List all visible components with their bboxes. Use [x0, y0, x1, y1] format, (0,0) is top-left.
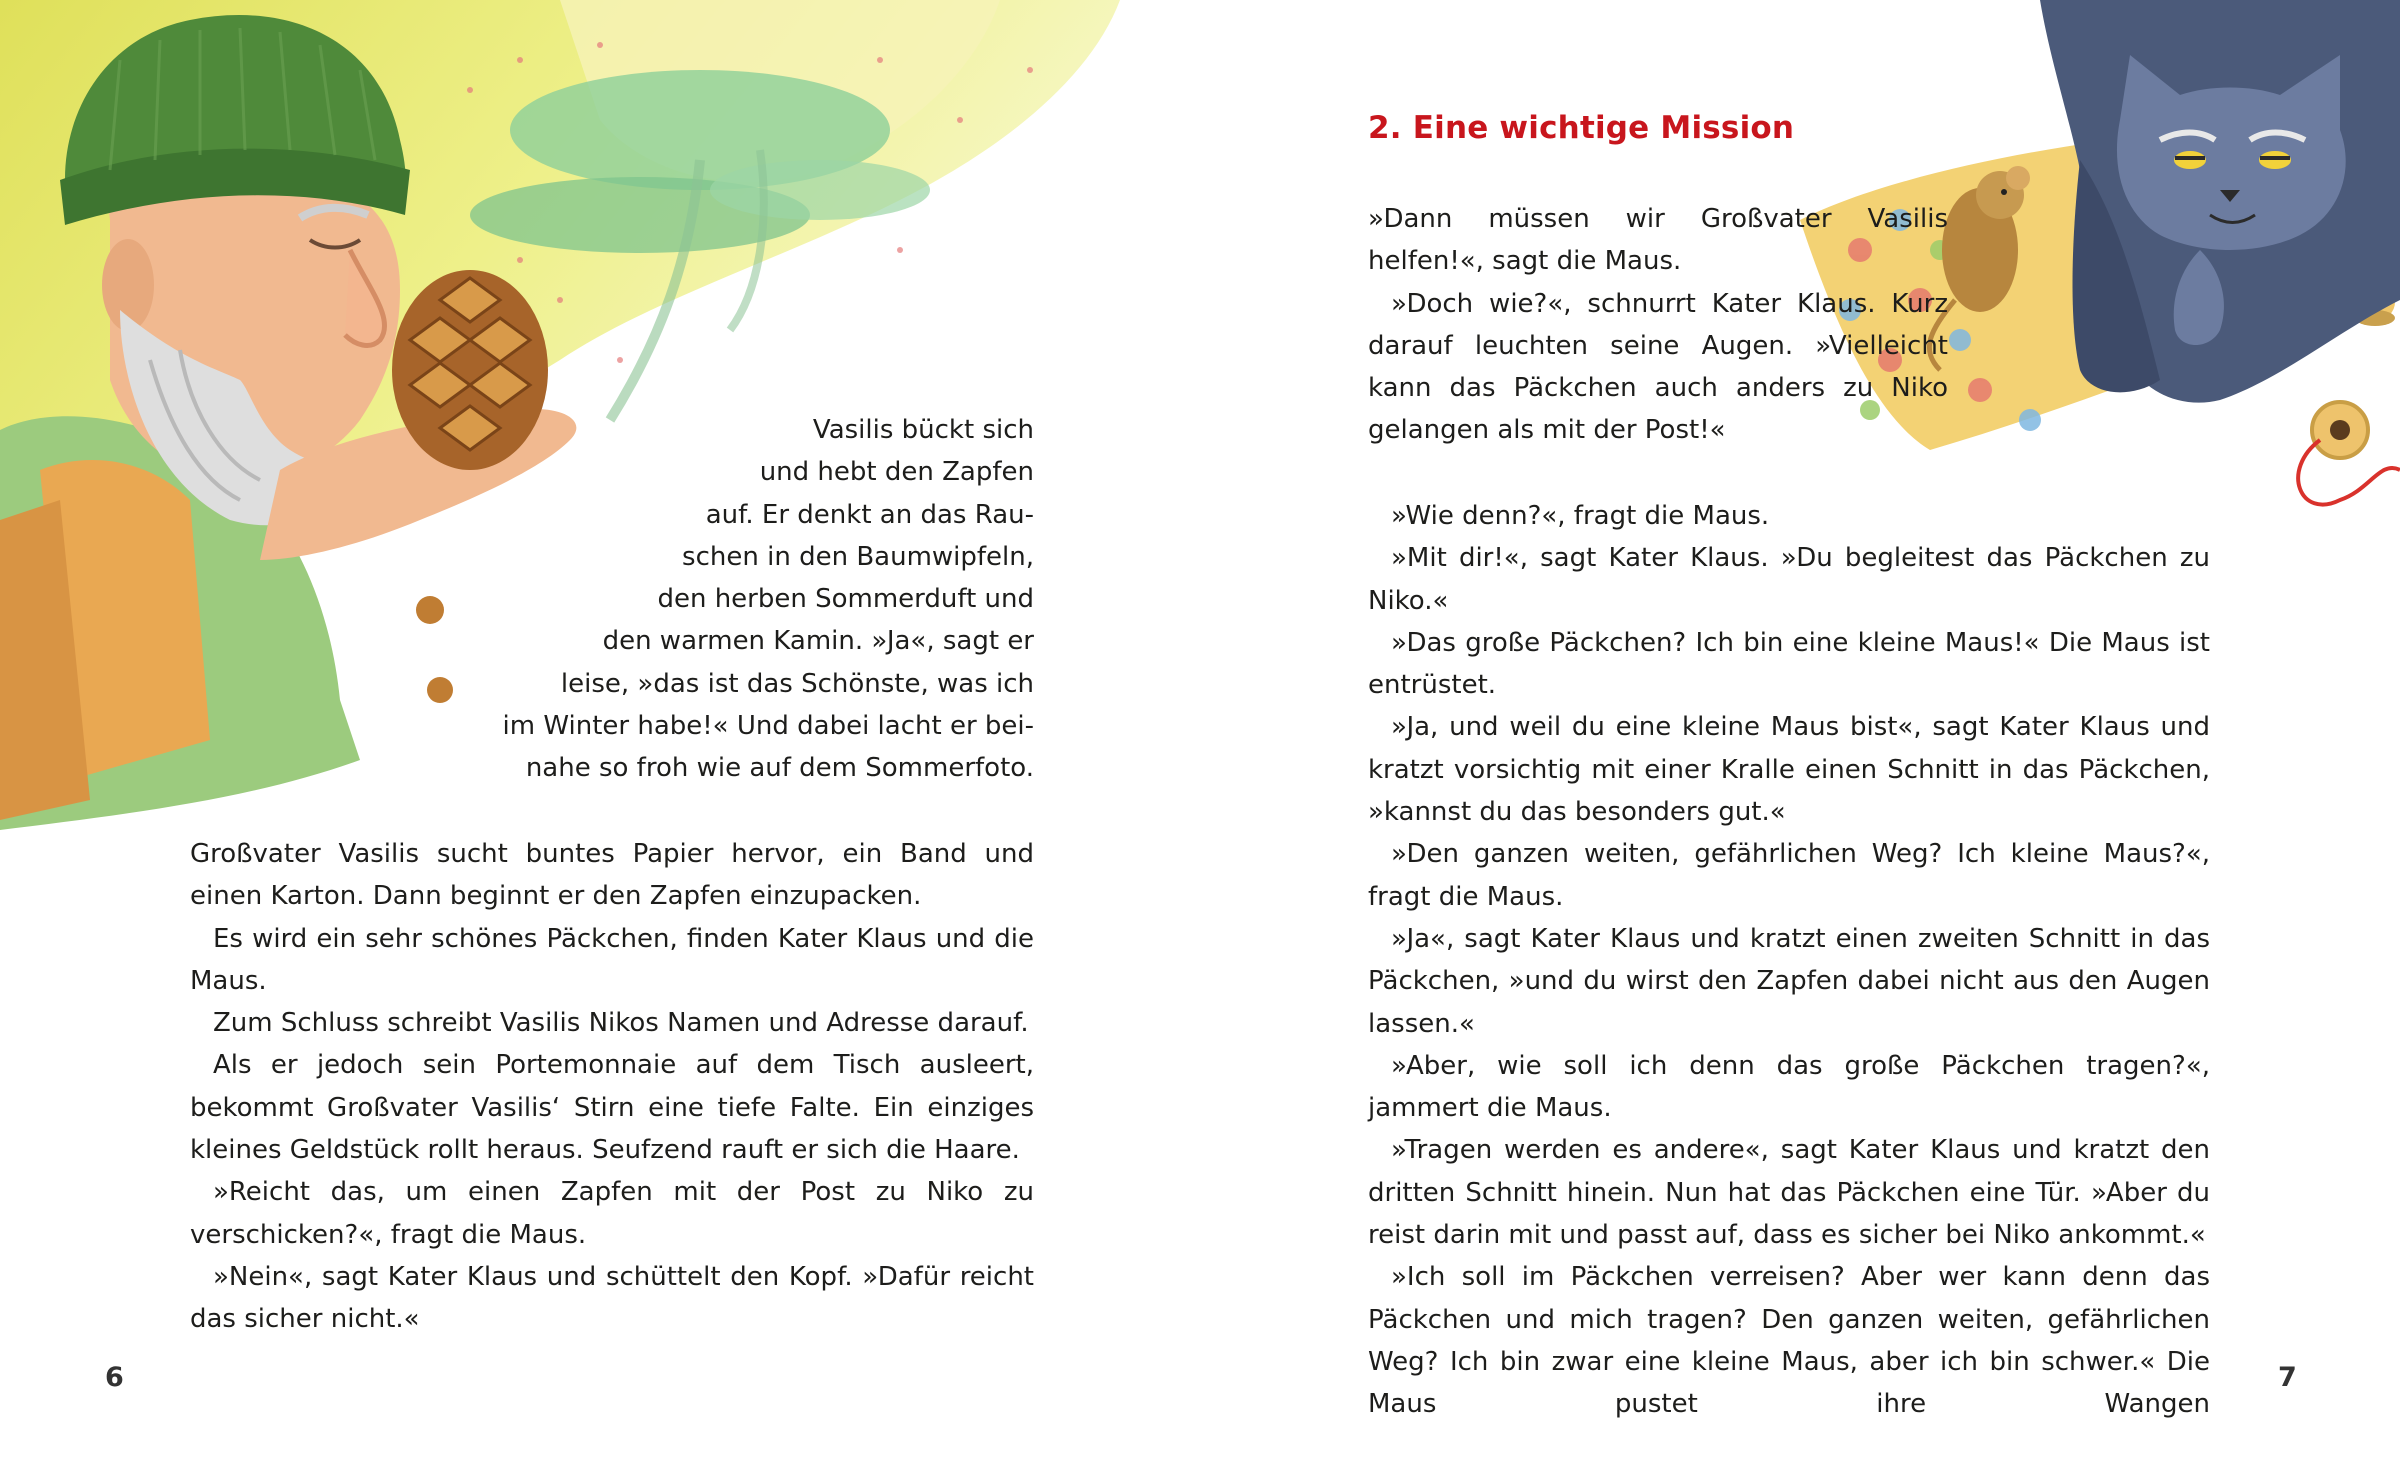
paragraph: »Wie denn?«, fragt die Maus.: [1391, 501, 1770, 531]
intro-line: den warmen Kamin. »Ja«, sagt er: [602, 626, 1034, 657]
page-number: 6: [105, 1362, 124, 1393]
intro-line: Vasilis bückt sich: [812, 415, 1034, 445]
paragraph: »Ja, und weil du eine kleine Maus bist«, sagt Kater Klaus und kratzt vorsichtig mit einer Kralle einen Schnitt in das Päckchen, »kannst du das besonders gut.«: [1368, 712, 2210, 828]
page-number: 7: [2278, 1362, 2297, 1393]
paragraph: »Doch wie?«, schnurrt Kater Klaus. Kurz darauf leuchten seine Augen. »Vielleicht kann das Päckchen auch anders zu Niko gelangen als mit der Post!«: [1368, 288, 1948, 446]
left-body-text: [190, 833, 1034, 1341]
paragraph: Großvater Vasilis sucht buntes Papier hervor, ein Band und einen Karton. Dann beginnt er den Zapfen einzupacken.: [190, 839, 1034, 912]
paragraph: Als er jedoch sein Portemonnaie auf dem Tisch ausleert, bekommt Großvater Vasilis‘ Stirn eine tiefe Falte. Ein einziges kleines Geldstück rollt heraus. Seufzend rauft er sich die Haare.: [190, 1050, 1034, 1166]
paragraph: »Reicht das, um einen Zapfen mit der Post zu Niko zu verschicken?«, fragt die Maus.: [190, 1177, 1034, 1250]
intro-line: auf. Er denkt an das Rau-: [705, 499, 1034, 530]
paragraph: »Nein«, sagt Kater Klaus und schüttelt den Kopf. »Dafür reicht das sicher nicht.«: [190, 1261, 1034, 1335]
paragraph: »Ja«, sagt Kater Klaus und kratzt einen zweiten Schnitt in das Päckchen, »und du wirst den Zapfen dabei nicht aus den Augen lassen.«: [1368, 923, 2210, 1039]
paragraph: »Dann müssen wir Großvater Vasilis helfen!«, sagt die Maus.: [1368, 204, 1948, 277]
right-top-text: [1368, 198, 1948, 452]
paragraph: »Den ganzen weiten, gefährlichen Weg? Ich kleine Maus?«, fragt die Maus.: [1368, 839, 2210, 912]
intro-line: schen in den Baumwipfeln,: [682, 541, 1034, 572]
intro-line: und hebt den Zapfen: [759, 457, 1034, 488]
intro-text-block: [448, 409, 1034, 790]
intro-line: den herben Sommerduft und: [657, 584, 1034, 615]
paragraph: »Aber, wie soll ich denn das große Päckchen tragen?«, jammert die Maus.: [1368, 1050, 2210, 1124]
intro-line: leise, »das ist das Schönste, was ich: [560, 668, 1034, 699]
paragraph: »Das große Päckchen? Ich bin eine kleine Maus!« Die Maus ist entrüstet.: [1368, 627, 2210, 701]
right-body-text: [1368, 495, 2210, 1426]
chapter-title: 2. Eine wichtige Mission: [1368, 110, 1795, 146]
paragraph: Es wird ein sehr schönes Päckchen, finden Kater Klaus und die Maus.: [190, 923, 1034, 996]
right-page: [1200, 0, 2400, 1463]
paragraph: »Mit dir!«, sagt Kater Klaus. »Du begleitest das Päckchen zu Niko.«: [1368, 543, 2210, 616]
paragraph: Zum Schluss schreibt Vasilis Nikos Namen und Adresse darauf.: [213, 1008, 1029, 1039]
paragraph: »Ich soll im Päckchen verreisen? Aber wer kann denn das Päckchen und mich tragen? Den ganzen weiten, gefährlichen Weg? Ich bin zwar eine kleine Maus, aber ich bin schwer.« Die Maus pustet ihre Wangen: [1368, 1262, 2210, 1420]
intro-line: im Winter habe!« Und dabei lacht er bei-: [502, 711, 1034, 742]
paragraph: »Tragen werden es andere«, sagt Kater Klaus und kratzt den dritten Schnitt hinein. Nun hat das Päckchen eine Tür. »Aber du reist darin mit und passt auf, dass es sicher bei Niko ankommt.«: [1368, 1135, 2210, 1251]
intro-line: nahe so froh wie auf dem Sommerfoto.: [525, 753, 1034, 784]
